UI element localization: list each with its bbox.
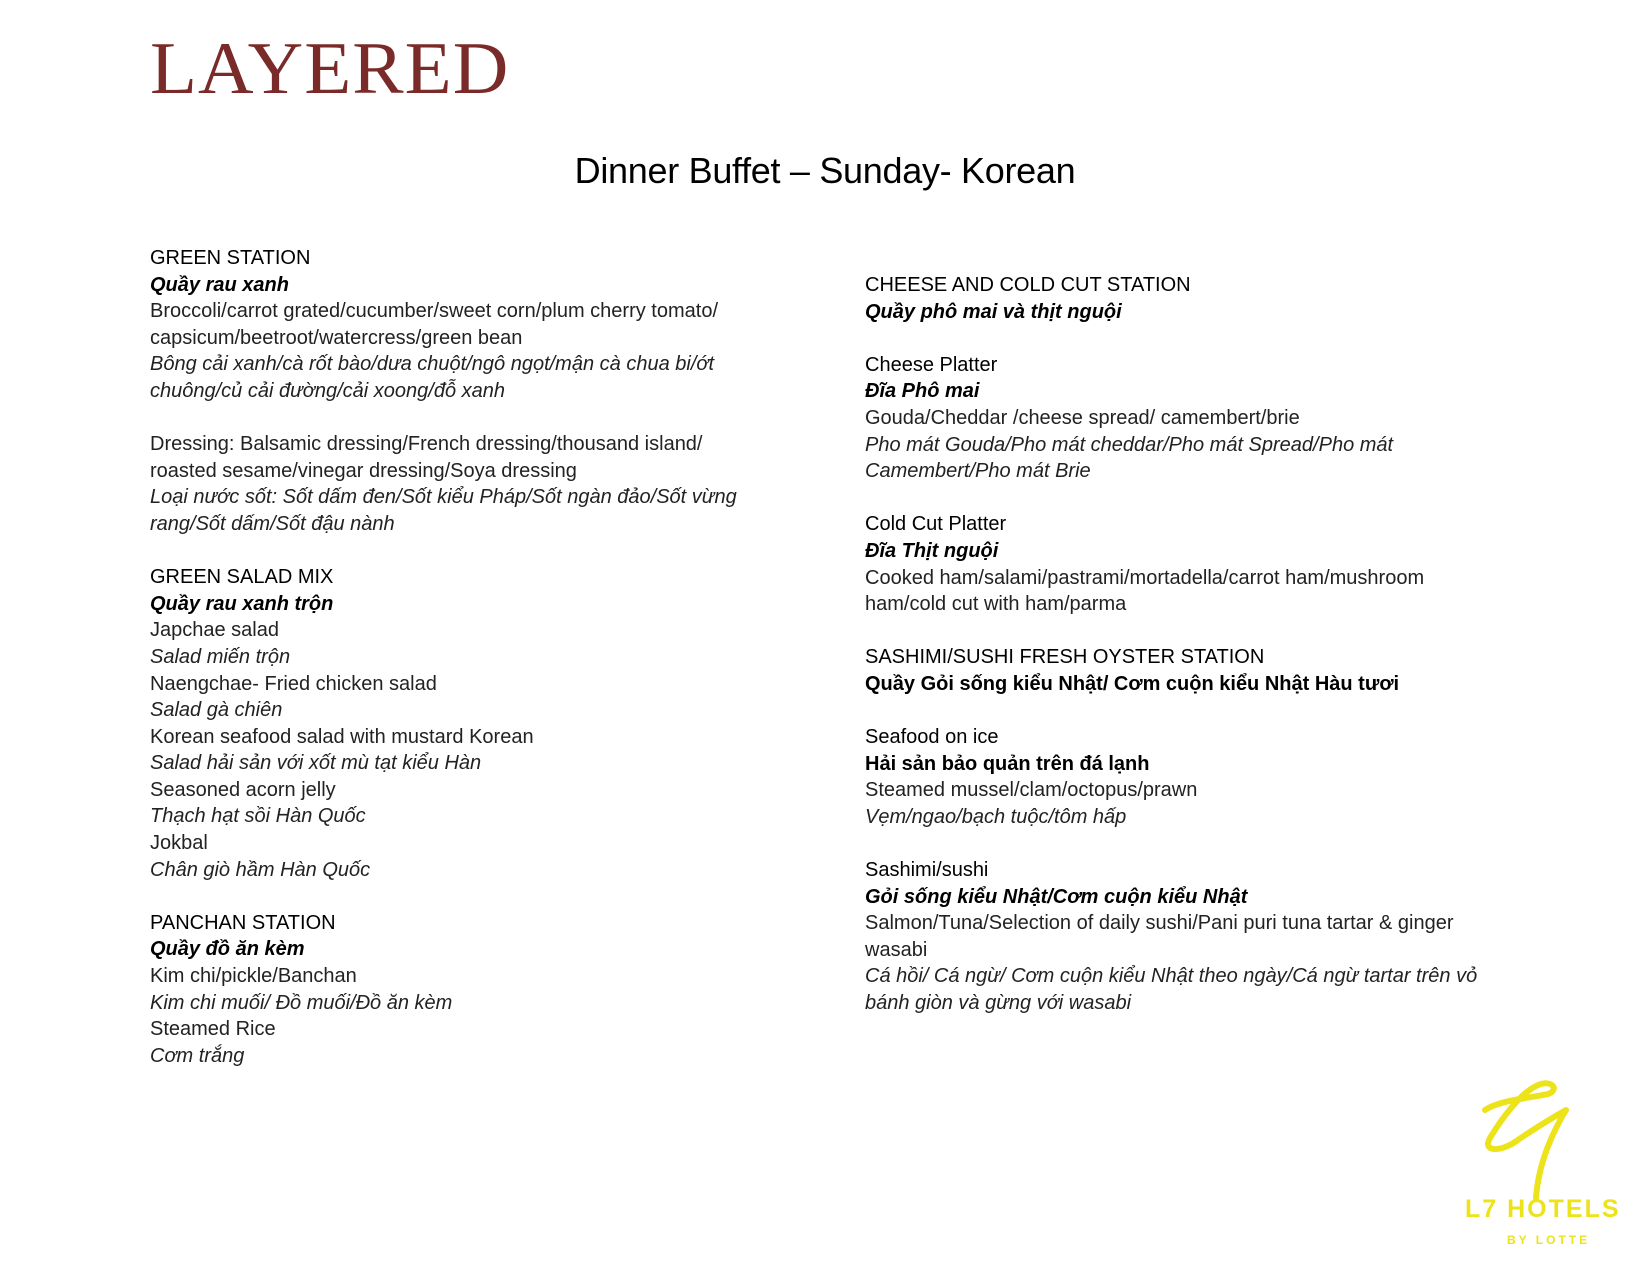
menu-item-line: Salad hải sản với xốt mù tạt kiểu Hàn — [150, 752, 482, 775]
menu-item-line: Broccoli/carrot grated/cucumber/sweet corn/plum cherry tomato/ — [150, 300, 718, 323]
section-subheading: Đĩa Phô mai — [865, 380, 980, 403]
section-heading: PANCHAN STATION — [150, 911, 336, 934]
right-menu-column — [865, 272, 1515, 1043]
menu-section — [865, 857, 1515, 1017]
menu-item-line: Salad miến trộn — [150, 645, 291, 668]
section-subheading: Quầy rau xanh trộn — [150, 592, 334, 615]
section-heading: Cold Cut Platter — [865, 513, 1007, 536]
menu-section — [150, 910, 810, 1070]
section-heading: GREEN SALAD MIX — [150, 566, 334, 589]
menu-section — [150, 564, 810, 883]
menu-item-line: Loại nước sốt: Sốt dấm đen/Sốt kiểu Pháp/Sốt ngàn đảo/Sốt vừng — [150, 486, 737, 509]
page-title: Dinner Buffet – Sunday- Korean — [574, 150, 1076, 191]
menu-section — [150, 245, 810, 405]
menu-item-line: Kim chi muối/ Đồ muối/Đồ ăn kèm — [150, 991, 453, 1014]
menu-item-line: Pho mát Gouda/Pho mát cheddar/Pho mát Spread/Pho mát — [865, 433, 1394, 456]
menu-item-line: Naengchae- Fried chicken salad — [150, 672, 437, 695]
section-heading: CHEESE AND COLD CUT STATION — [865, 274, 1191, 296]
menu-item-line: Chân giò hầm Hàn Quốc — [150, 858, 371, 881]
menu-item-line: Steamed Rice — [150, 1018, 276, 1041]
menu-section — [865, 724, 1515, 830]
section-heading: Sashimi/sushi — [865, 859, 989, 882]
menu-section — [865, 511, 1515, 617]
menu-item-line: roasted sesame/vinegar dressing/Soya dressing — [150, 459, 577, 482]
menu-item-line: Japchae salad — [150, 619, 279, 642]
menu-item-line: Cooked ham/salami/pastrami/mortadella/carrot ham/mushroom — [865, 566, 1425, 589]
section-subheading: Đĩa Thịt nguội — [865, 539, 999, 562]
menu-item-line: capsicum/beetroot/watercress/green bean — [150, 326, 523, 349]
menu-item-line: wasabi — [865, 938, 928, 961]
menu-section — [865, 272, 1515, 325]
l7-hotels-name: L7 HOTELS — [1465, 1195, 1621, 1223]
section-subheading: Quầy phô mai và thịt nguội — [865, 300, 1122, 323]
menu-item-line: Salad gà chiên — [150, 699, 283, 722]
menu-item-line: Kim chi/pickle/Banchan — [150, 965, 357, 988]
layered-logo: LAYERED — [150, 28, 510, 110]
menu-item-line: Camembert/Pho mát Brie — [865, 460, 1091, 483]
menu-item-line: Korean seafood salad with mustard Korean — [150, 725, 534, 748]
section-subheading: Quầy Gỏi sống kiểu Nhật/ Cơm cuộn kiểu Nhật Hàu tươi — [865, 672, 1400, 695]
menu-section — [865, 352, 1515, 485]
menu-item-line: Gouda/Cheddar /cheese spread/ camembert/brie — [865, 406, 1300, 429]
section-heading: SASHIMI/SUSHI FRESH OYSTER STATION — [865, 646, 1265, 669]
menu-item-line: Dressing: Balsamic dressing/French dressing/thousand island/ — [150, 433, 703, 456]
section-heading: Seafood on ice — [865, 726, 999, 749]
menu-item-line: Salmon/Tuna/Selection of daily sushi/Pani puri tuna tartar & ginger — [865, 912, 1454, 935]
menu-item-line: Seasoned acorn jelly — [150, 778, 336, 801]
section-subheading: Gỏi sống kiểu Nhật/Cơm cuộn kiểu Nhật — [865, 885, 1248, 908]
l7-hotels-logo-icon — [1460, 1080, 1630, 1250]
menu-item-line: Vẹm/ngao/bạch tuộc/tôm hấp — [865, 805, 1127, 828]
menu-item-line: bánh giòn và gừng với wasabi — [865, 992, 1132, 1015]
section-heading: Cheese Platter — [865, 353, 998, 376]
menu-item-line: Bông cải xanh/cà rốt bào/dưa chuột/ngô ngọt/mận cà chua bi/ớt — [150, 353, 715, 376]
menu-item-line: Jokbal — [150, 832, 208, 855]
section-subheading: Quầy rau xanh — [150, 273, 289, 296]
menu-item-line: chuông/củ cải đường/cải xoong/đỗ xanh — [150, 379, 506, 402]
section-subheading: Quầy đồ ăn kèm — [150, 938, 305, 961]
menu-item-line: Cá hồi/ Cá ngừ/ Cơm cuộn kiểu Nhật theo ngày/Cá ngừ tartar trên vỏ — [865, 965, 1478, 988]
menu-item-line: Steamed mussel/clam/octopus/prawn — [865, 779, 1198, 802]
menu-section — [865, 644, 1515, 697]
l7-hotels-subtitle: BY LOTTE — [1507, 1233, 1591, 1247]
left-menu-column — [150, 245, 810, 1096]
section-subheading: Hải sản bảo quản trên đá lạnh — [865, 752, 1150, 775]
menu-item-line: ham/cold cut with ham/parma — [865, 593, 1127, 616]
menu-item-line: Cơm trắng — [150, 1044, 245, 1067]
menu-item-line: Thạch hạt sồi Hàn Quốc — [150, 805, 366, 828]
menu-section — [150, 431, 810, 537]
section-heading: GREEN STATION — [150, 247, 311, 269]
menu-item-line: rang/Sốt dấm/Sốt đậu nành — [150, 512, 395, 535]
